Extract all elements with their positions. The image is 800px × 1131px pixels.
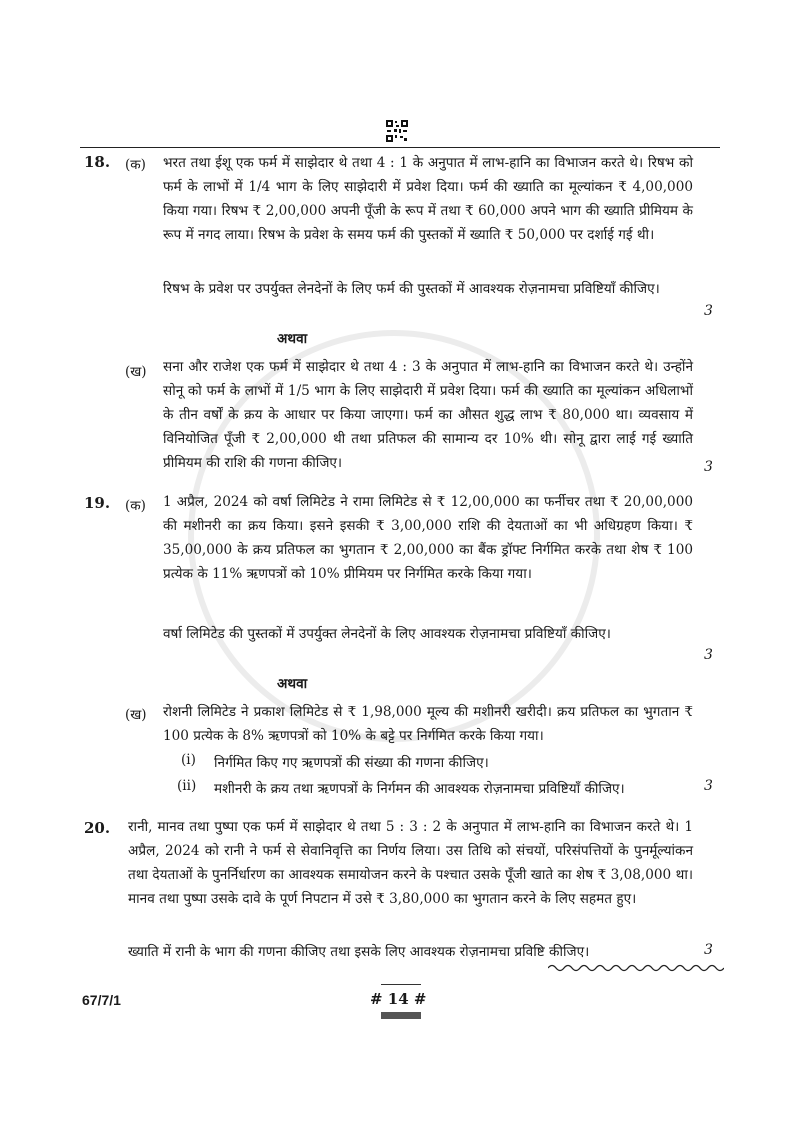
marks: 3: [704, 942, 713, 958]
marks: 3: [704, 778, 713, 794]
question-number: 18.: [84, 153, 111, 171]
qr-code-icon: [386, 120, 408, 142]
or-label: अथवा: [277, 676, 308, 692]
marks: 3: [704, 303, 713, 319]
sub-part-label: (i): [181, 752, 196, 768]
question-text: 1 अप्रैल, 2024 को वर्षा लिमिटेड ने रामा लिमिटेड से ₹ 12,00,000 का फर्नीचर तथा ₹ 20,00,000 की मशीनरी का क्रय किया। इसने इसकी ₹ 3,00,000 राशि की देयताओं का भी अधिग्रहण किया। ₹ 35,00,000 के क्रय प्रतिफल का भुगतान ₹ 2,00,000 का बैंक ड्रॉफ्ट निर्गमित करके तथा शेष ₹ 100 प्रत्येक के 11% ऋणपत्रों को 10% प्रीमियम पर निर्गमित करके किया गया।: [163, 494, 693, 582]
marks: 3: [704, 459, 713, 475]
question-number: 20.: [84, 819, 111, 837]
end-wave-line: [548, 963, 724, 973]
question-text: रानी, मानव तथा पुष्पा एक फर्म में साझेदार थे तथा 5 : 3 : 2 के अनुपात में लाभ-हानि का विभाजन करते थे। 1 अप्रैल, 2024 को रानी ने फर्म से सेवानिवृत्ति का निर्णय लिया। उस तिथि को संचयों, परिसंपत्तियों के पुनर्मूल्यांकन तथा देयताओं के पुनर्निर्धारण का आवश्यक समायोजन करने के पश्चात उसके पूँजी खाते का शेष ₹ 3,08,000 था। मानव तथा पुष्पा उसके दावे के पूर्ण निपटान में उसे ₹ 3,80,000 का भुगतान करने के लिए सहमत हुए।: [128, 819, 693, 907]
question-instruction: ख्याति में रानी के भाग की गणना कीजिए तथा इसके लिए आवश्यक रोज़नामचा प्रविष्टि कीजिए।: [128, 944, 590, 960]
question-text: रोशनी लिमिटेड ने प्रकाश लिमिटेड से ₹ 1,98,000 मूल्य की मशीनरी खरीदी। क्रय प्रतिफल का भुगतान ₹ 100 प्रत्येक के 8% ऋणपत्रों को 10% के बट्टे पर निर्गमित करके किया गया।: [163, 704, 693, 744]
question-number: 19.: [84, 494, 111, 512]
question-instruction: रिषभ के प्रवेश पर उपर्युक्त लेनदेनों के लिए फर्म की पुस्तकों में आवश्यक रोज़नामचा प्रविष्टियाँ कीजिए।: [163, 281, 660, 297]
sub-part-text: निर्गमित किए गए ऋणपत्रों की संख्या की गणना कीजिए।: [214, 755, 489, 771]
page-number: # 14 #: [370, 990, 427, 1008]
or-label: अथवा: [277, 331, 308, 347]
part-label: (क): [125, 157, 146, 173]
paper-code: 67/7/1: [82, 992, 121, 1008]
sub-part-text: मशीनरी के क्रय तथा ऋणपत्रों के निर्गमन की आवश्यक रोज़नामचा प्रविष्टियाँ कीजिए।: [214, 781, 625, 797]
sub-part-label: (ii): [177, 778, 197, 794]
page-number-rule: [381, 984, 421, 985]
header-rule: [80, 147, 720, 148]
part-label: (क): [125, 498, 146, 514]
question-text: भरत तथा ईशू एक फर्म में साझेदार थे तथा 4 : 1 के अनुपात में लाभ-हानि का विभाजन करते थे। रिषभ को फर्म के लाभों में 1/4 भाग के लिए साझेदारी में प्रवेश दिया। फर्म की ख्याति का मूल्यांकन ₹ 4,00,000 किया गया। रिषभ ₹ 2,00,000 अपनी पूँजी के रूप में तथा ₹ 60,000 अपने भाग की ख्याति प्रीमियम के रूप में नगद लाया। रिषभ के प्रवेश के समय फर्म की पुस्तकों में ख्याति ₹ 50,000 पर दर्शाई गई थी।: [163, 155, 693, 243]
question-text: सना और राजेश एक फर्म में साझेदार थे तथा 4 : 3 के अनुपात में लाभ-हानि का विभाजन करते थे। उन्होंने सोनू को फर्म के लाभों में 1/5 भाग के लिए साझेदारी में प्रवेश दिया। फर्म की ख्याति का मूल्यांकन अधिलाभों के तीन वर्षों के क्रय के आधार पर किया जाएगा। फर्म का औसत शुद्ध लाभ ₹ 80,000 था। व्यवसाय में विनियोजित पूँजी ₹ 2,00,000 थी तथा प्रतिफल की सामान्य दर 10% थी। सोनू द्वारा लाई गई ख्याति प्रीमियम की राशि की गणना कीजिए।: [163, 359, 693, 471]
page-number-bar: [381, 1012, 421, 1019]
question-instruction: वर्षा लिमिटेड की पुस्तकों में उपर्युक्त लेनदेनों के लिए आवश्यक रोज़नामचा प्रविष्टियाँ कीजिए।: [163, 626, 611, 642]
part-label: (ख): [125, 364, 147, 380]
marks: 3: [704, 647, 713, 663]
part-label: (ख): [125, 707, 147, 723]
